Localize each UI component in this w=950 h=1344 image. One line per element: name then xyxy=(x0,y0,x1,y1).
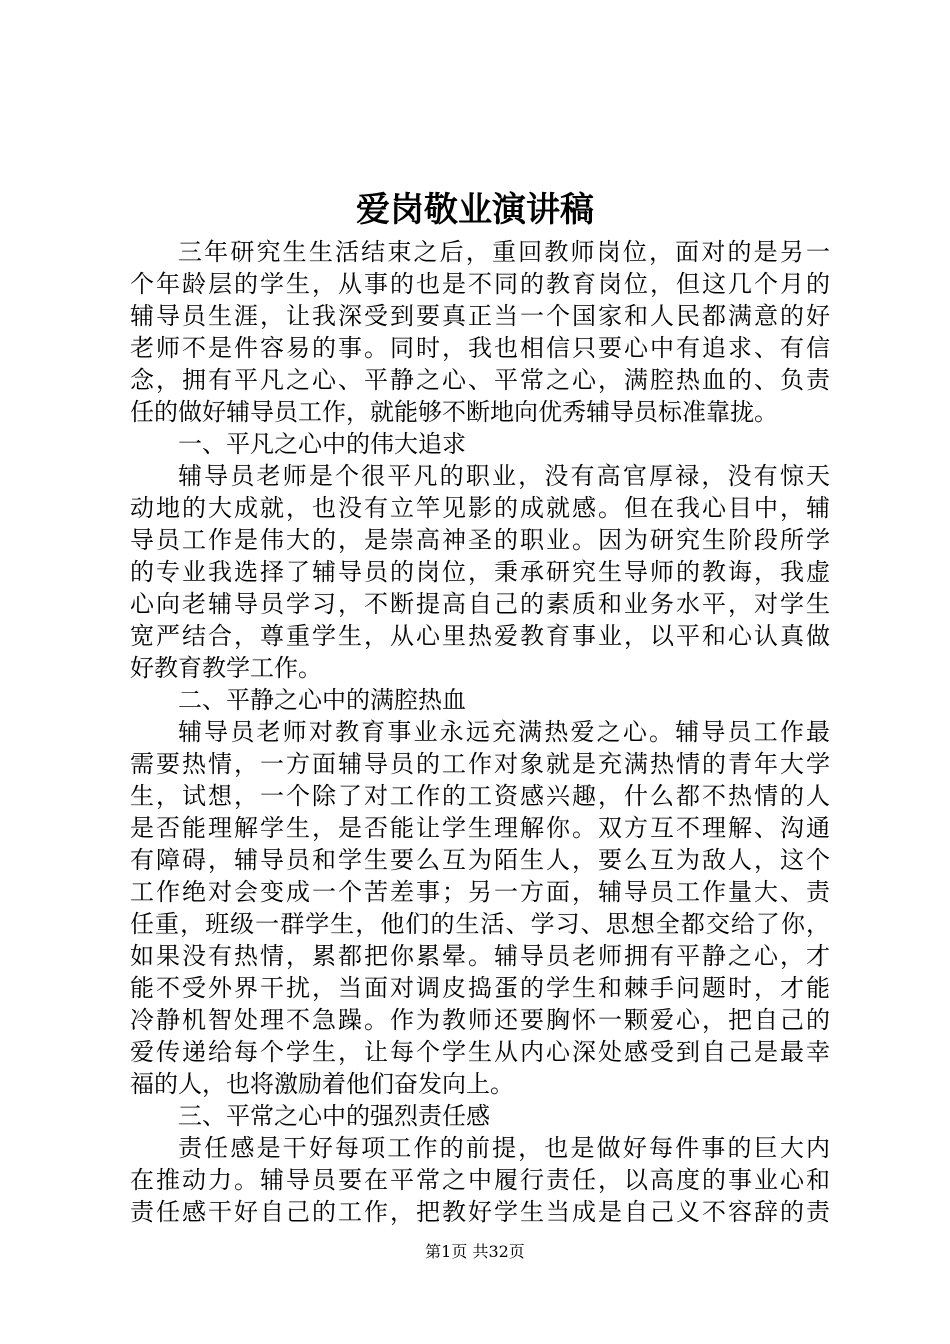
section-heading xyxy=(130,1100,830,1132)
text-line: 任的做好辅导员工作，就能够不断地向优秀辅导员标准靠拢。 xyxy=(130,398,778,426)
document-title: 爱岗敬业演讲稿 xyxy=(356,190,594,230)
text-line: 宽严结合，尊重学生，从心里热爱教育事业，以平和心认真做 xyxy=(130,622,830,650)
paragraph xyxy=(130,1132,830,1228)
text-line: 责任感干好自己的工作，把教好学生当成是自己义不容辞的责 xyxy=(130,1198,830,1226)
text-line: 动地的大成就，也没有立竿见影的成就感。但在我心目中，辅 xyxy=(130,494,830,522)
text-line: 如果没有热情，累都把你累晕。辅导员老师拥有平静之心，才 xyxy=(130,942,830,970)
text-line: 福的人，也将激励着他们奋发向上。 xyxy=(130,1070,514,1098)
text-line: 的专业我选择了辅导员的岗位，秉承研究生导师的教诲，我虚 xyxy=(130,558,830,586)
text-line: 老师不是件容易的事。同时，我也相信只要心中有追求、有信 xyxy=(130,334,830,362)
text-line: 辅导员老师对教育事业永远充满热爱之心。辅导员工作最 xyxy=(178,718,830,746)
heading-text: 三、平常之心中的强烈责任感 xyxy=(178,1102,490,1130)
text-line: 是否能理解学生，是否能让学生理解你。双方互不理解、沟通 xyxy=(130,814,830,842)
paragraph xyxy=(130,460,830,684)
text-line: 辅导员生涯，让我深受到要真正当一个国家和人民都满意的好 xyxy=(130,302,830,330)
text-line: 爱传递给每个学生，让每个学生从内心深处感受到自己是最幸 xyxy=(130,1038,830,1066)
text-line: 导员工作是伟大的，是崇高神圣的职业。因为研究生阶段所学 xyxy=(130,526,830,554)
paragraph xyxy=(130,716,830,1100)
text-line: 工作绝对会变成一个苦差事；另一方面，辅导员工作量大、责 xyxy=(130,878,830,906)
text-line: 冷静机智处理不急躁。作为教师还要胸怀一颗爱心，把自己的 xyxy=(130,1006,830,1034)
document-body xyxy=(130,236,830,1228)
text-line: 心向老辅导员学习，不断提高自己的素质和业务水平，对学生 xyxy=(130,590,830,618)
paragraph xyxy=(130,236,830,428)
text-line: 需要热情，一方面辅导员的工作对象就是充满热情的青年大学 xyxy=(130,750,830,778)
text-line: 在推动力。辅导员要在平常之中履行责任，以高度的事业心和 xyxy=(130,1166,830,1194)
text-line: 三年研究生生活结束之后，重回教师岗位，面对的是另一 xyxy=(178,238,830,266)
text-line: 好教育教学工作。 xyxy=(130,654,322,682)
text-line: 辅导员老师是个很平凡的职业，没有高官厚禄，没有惊天 xyxy=(178,462,830,490)
section-heading xyxy=(130,428,830,460)
text-line: 生，试想，一个除了对工作的工资感兴趣，什么都不热情的人 xyxy=(130,782,830,810)
text-line: 有障碍，辅导员和学生要么互为陌生人，要么互为敌人，这个 xyxy=(130,846,830,874)
heading-text: 一、平凡之心中的伟大追求 xyxy=(178,430,466,458)
heading-text: 二、平静之心中的满腔热血 xyxy=(178,686,466,714)
text-line: 能不受外界干扰，当面对调皮捣蛋的学生和棘手问题时，才能 xyxy=(130,974,830,1002)
page-footer: 第1页 共32页 xyxy=(425,1242,525,1261)
text-line: 任重，班级一群学生，他们的生活、学习、思想全都交给了你， xyxy=(130,910,830,938)
text-line: 责任感是干好每项工作的前提，也是做好每件事的巨大内 xyxy=(178,1134,830,1162)
text-line: 念，拥有平凡之心、平静之心、平常之心，满腔热血的、负责 xyxy=(130,366,830,394)
text-line: 个年龄层的学生，从事的也是不同的教育岗位，但这几个月的 xyxy=(130,270,830,298)
section-heading xyxy=(130,684,830,716)
